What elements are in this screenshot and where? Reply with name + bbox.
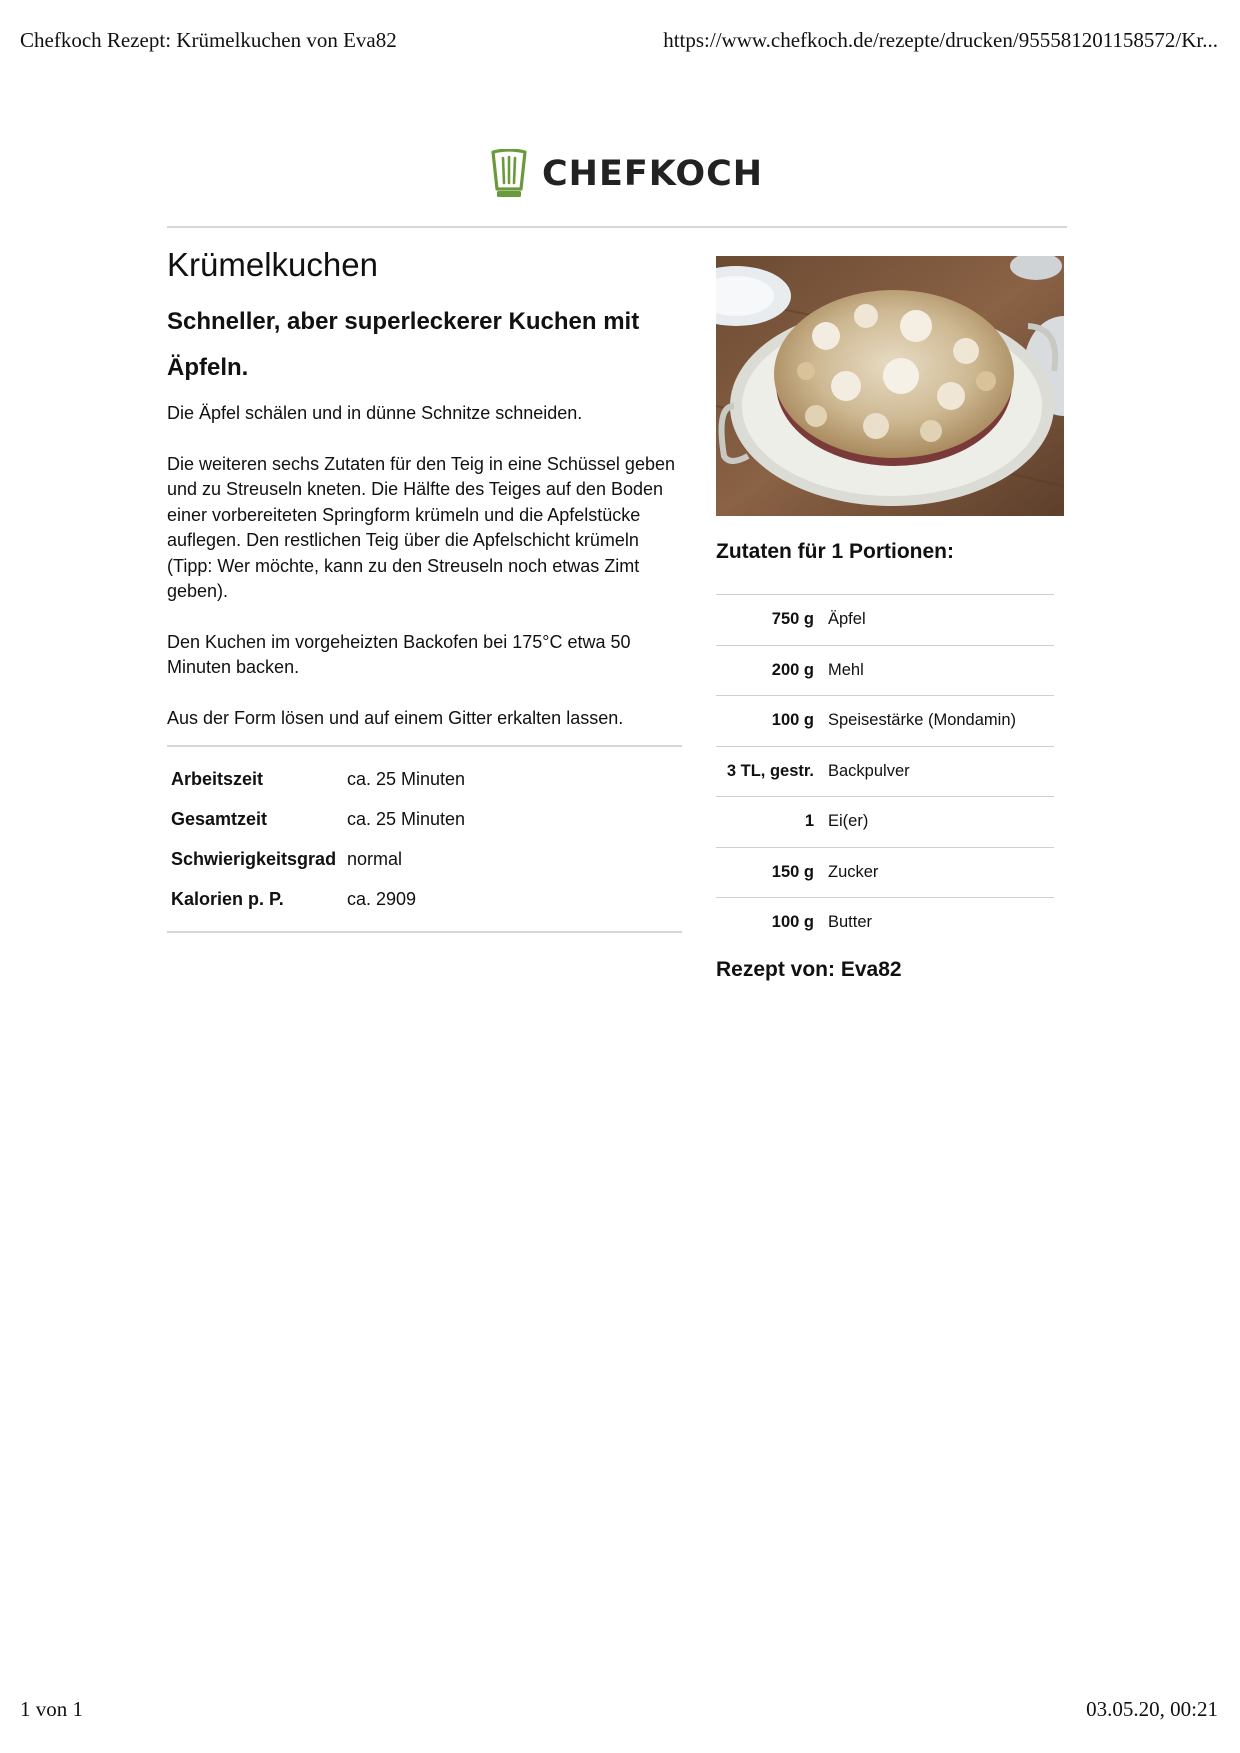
recipe-photo — [716, 256, 1064, 516]
ingredient-name: Ei(er) — [828, 812, 869, 831]
ingredients-title: Zutaten für 1 Portionen: — [716, 540, 954, 563]
chef-hat-icon — [490, 149, 528, 199]
print-footer-datetime: 03.05.20, 00:21 — [1086, 1697, 1218, 1721]
meta-label: Arbeitszeit — [171, 768, 264, 789]
ingredient-amount: 100 g — [771, 711, 814, 730]
meta-value: normal — [347, 848, 403, 869]
ingredient-amount: 150 g — [771, 862, 814, 881]
ingredient-row — [716, 595, 1054, 646]
recipe-title: Krümelkuchen — [167, 246, 378, 283]
ingredient-amount: 1 — [804, 812, 814, 831]
meta-value: ca. 25 Minuten — [347, 768, 466, 789]
meta-value: ca. 25 Minuten — [347, 808, 466, 829]
print-header-title: Chefkoch Rezept: Krümelkuchen von Eva82 — [20, 28, 397, 52]
meta-row-kalorien — [171, 879, 465, 919]
print-footer-page: 1 von 1 — [20, 1697, 83, 1721]
logo-text: CHEFKOCH — [542, 154, 764, 194]
meta-row-gesamtzeit — [171, 799, 465, 839]
ingredient-name: Äpfel — [828, 610, 866, 629]
meta-row-schwierigkeitsgrad — [171, 839, 465, 879]
ingredient-row — [716, 848, 1054, 899]
instruction-paragraph: Die Äpfel schälen und in dünne Schnitze schneiden. — [167, 403, 583, 423]
ingredient-name: Backpulver — [828, 761, 910, 780]
instruction-paragraph: Den Kuchen im vorgeheizten Backofen bei 175°C etwa 50 Minuten backen. — [167, 631, 631, 677]
meta-row-arbeitszeit — [171, 759, 465, 799]
ingredient-amount: 100 g — [771, 913, 814, 932]
recipe-author[interactable]: Rezept von: Eva82 — [716, 957, 902, 981]
instruction-paragraph: Die weiteren sechs Zutaten für den Teig in eine Schüssel geben und zu Streuseln kneten. Die Hälfte des Teiges auf den Boden einer vorbereiteten Springform krümeln und die Apfelstücke auflegen. Den restlichen Teig über die Apfelschicht krümeln (Tipp: Wer möchte, kann zu den Streuseln noch etwas Zimt geben). — [167, 453, 675, 601]
ingredient-row — [716, 898, 1054, 948]
print-header-url: https://www.chefkoch.de/rezepte/drucken/955581201158572/Kr... — [663, 28, 1218, 52]
recipe-instructions — [167, 401, 682, 731]
meta-bottom-divider — [167, 931, 682, 933]
instruction-paragraph: Aus der Form lösen und auf einem Gitter erkalten lassen. — [167, 707, 624, 728]
meta-label: Schwierigkeitsgrad — [171, 848, 337, 869]
recipe-meta-table — [171, 759, 465, 919]
ingredient-row — [716, 797, 1054, 848]
meta-value: ca. 2909 — [347, 888, 417, 909]
ingredient-name: Mehl — [828, 660, 864, 679]
ingredient-name: Speisestärke (Mondamin) — [828, 711, 1016, 730]
meta-label: Kalorien p. P. — [171, 888, 284, 909]
ingredient-name: Zucker — [828, 862, 879, 881]
recipe-sidebar — [716, 256, 1066, 988]
recipe-subtitle: Schneller, aber superleckerer Kuchen mit Äpfeln. — [167, 308, 640, 381]
meta-label: Gesamtzeit — [171, 808, 268, 829]
recipe-main — [167, 240, 682, 933]
ingredients-list — [716, 594, 1054, 948]
meta-divider — [167, 745, 682, 747]
header-divider — [167, 226, 1067, 228]
ingredient-amount: 750 g — [771, 610, 814, 629]
ingredient-amount: 3 TL, gestr. — [726, 761, 814, 780]
ingredient-row — [716, 646, 1054, 697]
ingredient-name: Butter — [828, 913, 873, 932]
ingredient-amount: 200 g — [771, 660, 814, 679]
ingredient-row — [716, 696, 1054, 747]
ingredient-row — [716, 747, 1054, 798]
chefkoch-logo[interactable] — [490, 148, 763, 200]
